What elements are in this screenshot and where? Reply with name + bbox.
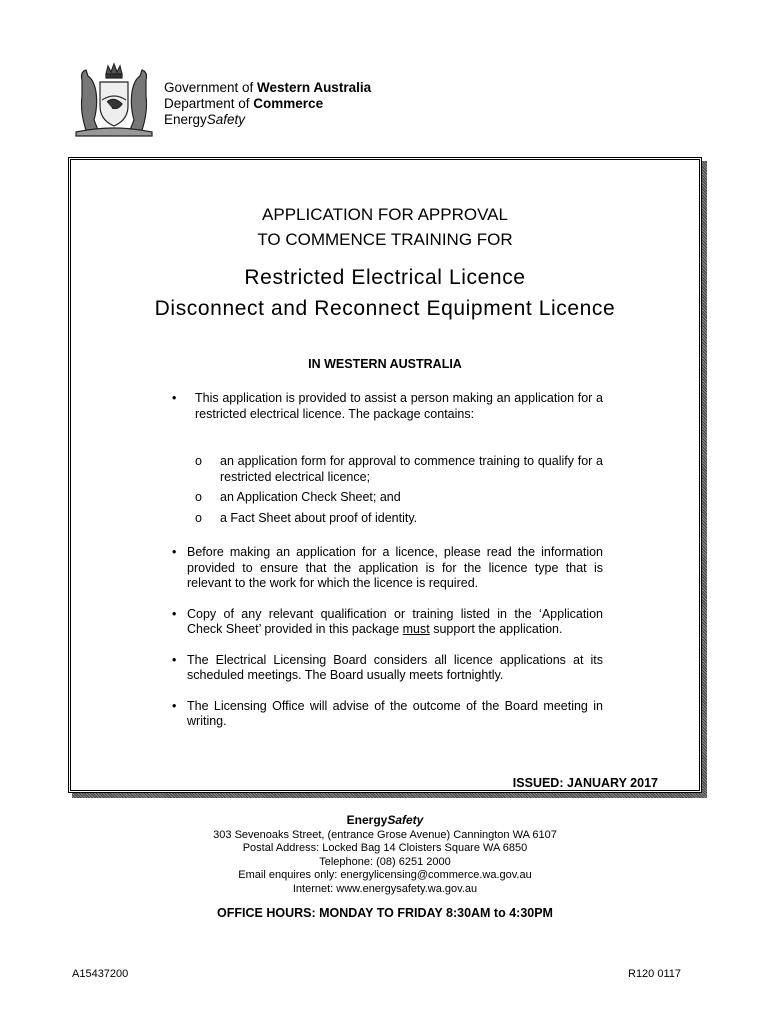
- contact-block: [0, 814, 770, 896]
- intro-bullet: [170, 391, 603, 422]
- agency-header: [72, 62, 492, 140]
- bullet-icon: •: [172, 606, 177, 621]
- bullet-icon: •: [172, 698, 177, 713]
- licence-title-1: Restricted Electrical Licence: [244, 266, 526, 289]
- licence-title-2: Disconnect and Reconnect Equipment Licence: [154, 297, 616, 320]
- title-line-2: TO COMMENCE TRAINING FOR: [257, 230, 513, 249]
- document-code-right: R120 0117: [628, 968, 682, 980]
- sub-item-2: an Application Check Sheet; and: [220, 490, 401, 504]
- government-name: Government of Western Australia: [164, 80, 372, 95]
- sub-bullet-icon: o: [195, 490, 202, 504]
- region-heading: IN WESTERN AUSTRALIA: [308, 357, 462, 371]
- office-hours: OFFICE HOURS: MONDAY TO FRIDAY 8:30AM to 4:30PM: [217, 906, 553, 920]
- telephone: Telephone: (08) 6251 2000: [319, 855, 451, 868]
- bullet-text-4: The Electrical Licensing Board considers all licence applications at its scheduled meetings. The Board usually meets fortnightly.: [187, 652, 603, 682]
- sub-bullet-icon: o: [195, 510, 202, 525]
- bullet-text-1: This application is provided to assist a person making an application for a restricted electrical licence. The package contains:: [195, 391, 603, 421]
- street-address: 303 Sevenoaks Street, (entrance Grose Avenue) Cannington WA 6107: [213, 828, 557, 841]
- bullet-text-5: The Licensing Office will advise of the outcome of the Board meeting in writing.: [187, 698, 603, 728]
- wa-coat-of-arms-logo: [72, 62, 156, 140]
- sub-bullet-icon: o: [195, 454, 202, 468]
- email-enquiries: Email enquires only: energylicensing@commerce.wa.gov.au: [238, 869, 532, 881]
- division-name: EnergySafety: [164, 112, 246, 127]
- sub-item-3: a Fact Sheet about proof of identity.: [220, 510, 418, 525]
- bullet-icon: •: [172, 545, 177, 559]
- package-contents-list: [195, 454, 603, 526]
- document-code-left: A15437200: [72, 968, 129, 980]
- bullet-icon: •: [172, 652, 177, 667]
- info-bullets: [172, 545, 603, 730]
- website: Internet: www.energysafety.wa.gov.au: [292, 882, 478, 895]
- title-line-1: APPLICATION FOR APPROVAL: [262, 205, 508, 224]
- department-name: Department of Commerce: [164, 96, 324, 111]
- bullet-icon: •: [172, 391, 177, 405]
- bullet-text-2: Before making an application for a licence, please read the information provided to ensure that the application is for the licence type that is relevant to the work for which the licence is required.: [187, 545, 603, 590]
- contact-org-name: EnergySafety: [346, 813, 424, 827]
- issued-date: ISSUED: JANUARY 2017: [512, 776, 658, 790]
- bullet-text-3: Copy of any relevant qualification or training listed in the ‘Application Check Sheet’ provided in this package must support the application.: [187, 606, 603, 636]
- postal-address: Postal Address: Locked Bag 14 Cloisters Square WA 6850: [242, 842, 528, 854]
- sub-item-1: an application form for approval to commence training to qualify for a restricted electrical licence;: [220, 454, 603, 484]
